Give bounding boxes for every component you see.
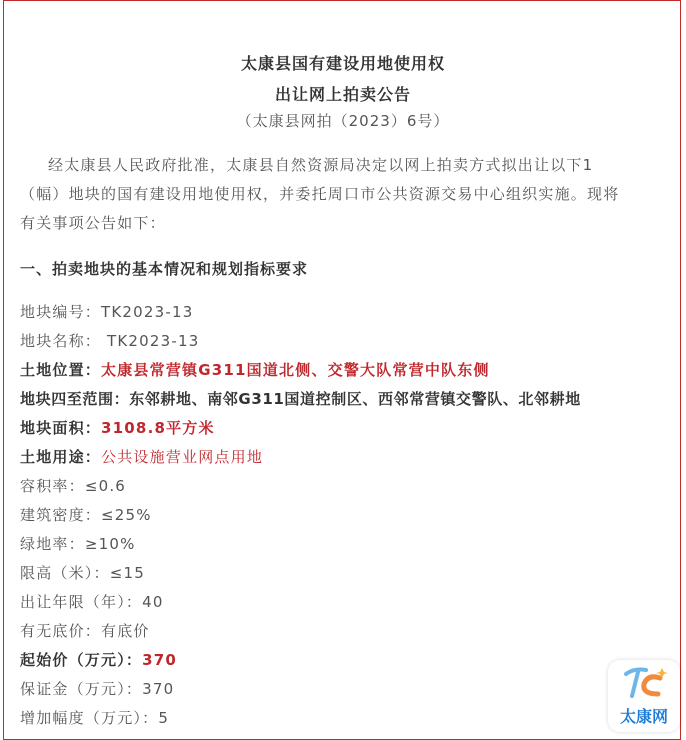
tk-logo-icon (608, 660, 680, 706)
section-heading: 一、拍卖地块的基本情况和规划指标要求 (20, 260, 309, 278)
detail-label: 土地用途： (20, 448, 102, 466)
detail-row-boundaries (20, 388, 581, 410)
logo-text: 太康网 (619, 707, 668, 726)
intro-line3: 有关事项公告如下： (20, 214, 166, 232)
detail-label: 绿地率： (20, 535, 85, 553)
detail-label: 出让年限（年）： (20, 593, 143, 611)
detail-label: 地块面积： (20, 419, 102, 437)
detail-value: 370 (142, 651, 178, 669)
page-title-line2: 出让网上拍卖公告 (274, 85, 411, 104)
detail-value: ≤15 (109, 564, 145, 582)
detail-value: 40 (142, 593, 164, 611)
detail-value: 3108.8平方米 (101, 419, 215, 437)
site-logo (608, 660, 680, 732)
detail-row-building-density (20, 504, 152, 526)
detail-value: 370 (142, 680, 175, 698)
detail-row-reserve-price (20, 620, 150, 642)
detail-value: ≤0.6 (84, 477, 127, 495)
intro-line2: （幅）地块的国有建设用地使用权，并委托周口市公共资源交易中心组织实施。现将 (20, 185, 620, 203)
detail-row-plot-ratio (20, 475, 126, 497)
detail-label: 增加幅度（万元）： (20, 709, 159, 727)
detail-value: ≥10% (84, 535, 136, 553)
detail-value: 太康县常营镇G311国道北侧、交警大队常营中队东侧 (101, 361, 490, 379)
detail-row-land-use (20, 446, 263, 468)
detail-label: 保证金（万元）： (20, 680, 143, 698)
detail-row-increment (20, 707, 169, 729)
detail-value: ≤25% (101, 506, 152, 524)
announcement-number: （太康县网拍（2023）6号） (236, 112, 450, 130)
detail-value: 5 (158, 709, 170, 727)
detail-label: 起始价（万元）： (20, 651, 143, 669)
detail-row-parcel-id (20, 301, 194, 323)
detail-value: TK2023-13 (101, 303, 194, 321)
detail-row-starting-price (20, 649, 177, 671)
detail-row-location (20, 359, 490, 381)
detail-label: 有无底价： (20, 622, 102, 640)
detail-label: 地块编号： (20, 303, 102, 321)
detail-row-height-limit (20, 562, 145, 584)
intro-line1: 经太康县人民政府批准，太康县自然资源局决定以网上拍卖方式拟出让以下1 (48, 156, 594, 174)
page-title: 太康县国有建设用地使用权 (240, 54, 445, 73)
detail-label: 建筑密度： (20, 506, 102, 524)
detail-label: 土地位置： (20, 361, 102, 379)
detail-label: 地块名称： (20, 332, 102, 350)
detail-label: 地块四至范围： (20, 390, 130, 408)
detail-row-term (20, 591, 164, 613)
detail-row-area (20, 417, 215, 439)
detail-row-deposit (20, 678, 174, 700)
detail-value: 东邻耕地、南邻G311国道控制区、西邻常营镇交警队、北邻耕地 (129, 390, 581, 408)
detail-row-green-ratio (20, 533, 136, 555)
detail-row-parcel-name (20, 330, 199, 352)
detail-label: 容积率： (20, 477, 85, 495)
detail-value: TK2023-13 (101, 332, 200, 350)
detail-value: 有底价 (101, 622, 150, 640)
detail-value: 公共设施营业网点用地 (101, 448, 264, 466)
detail-label: 限高（米）： (20, 564, 110, 582)
